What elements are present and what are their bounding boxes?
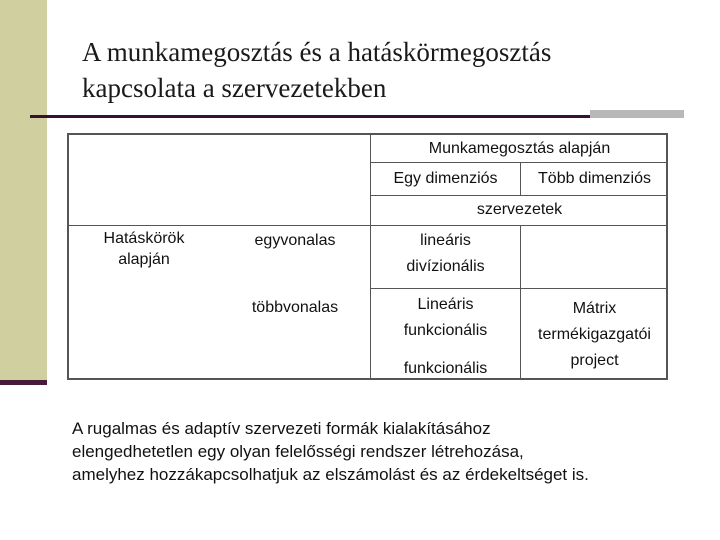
header-horizontal-divider — [370, 162, 668, 163]
cell-text-product-management: termékigazgatói — [538, 326, 651, 343]
slide-sidebar-accent — [0, 380, 47, 385]
slide-sidebar-decoration — [0, 0, 47, 382]
body-row-divider — [370, 288, 668, 289]
header-multi-dimensional: Több dimenziós — [538, 170, 651, 187]
footer-paragraph — [72, 417, 702, 486]
cell-multi-line-one-dim — [371, 292, 520, 382]
table-header-bottom-line — [69, 225, 668, 226]
title-divider-accent — [590, 110, 684, 118]
dimension-horizontal-divider — [370, 195, 668, 196]
classification-table — [67, 133, 668, 380]
cell-text-divisional: divízionális — [406, 258, 485, 275]
header-one-dimensional: Egy dimenziós — [393, 170, 498, 187]
header-organizations: szervezetek — [476, 201, 563, 218]
cell-text-project: project — [570, 352, 619, 369]
row-label-single-line: egyvonalas — [254, 232, 336, 249]
slide-title-line-2: kapcsolata a szervezetekben — [82, 73, 387, 103]
slide-title-line-1: A munkamegosztás és a hatáskörmegosztás — [82, 37, 552, 67]
footer-line-3: amelyhez hozzákapcsolhatjuk az elszámolást és az érdekeltséget is. — [72, 465, 589, 484]
cell-text-matrix: Mátrix — [572, 300, 617, 317]
cell-multi-line-multi-dim — [521, 296, 668, 374]
cell-text-functional: funkcionális — [403, 360, 488, 377]
footer-line-2: elengedhetetlen egy olyan felelősségi rendszer létrehozása, — [72, 442, 524, 461]
row-header-authority — [69, 228, 219, 270]
title-divider — [30, 115, 600, 118]
row-header-line-2: alapján — [118, 251, 170, 268]
cell-single-line-one-dim — [371, 228, 520, 280]
cell-text-linear-functional-1: Lineáris — [417, 296, 474, 313]
row-header-line-1: Hatáskörök — [103, 230, 185, 247]
footer-line-1: A rugalmas és adaptív szervezeti formák kialakításához — [72, 419, 491, 438]
row-label-multi-line: többvonalas — [251, 299, 339, 316]
cell-text-linear-functional-2: funkcionális — [403, 322, 488, 339]
slide-title — [82, 34, 702, 106]
cell-text-linear: lineáris — [420, 232, 471, 249]
header-division-of-labor: Munkamegosztás alapján — [428, 140, 611, 157]
